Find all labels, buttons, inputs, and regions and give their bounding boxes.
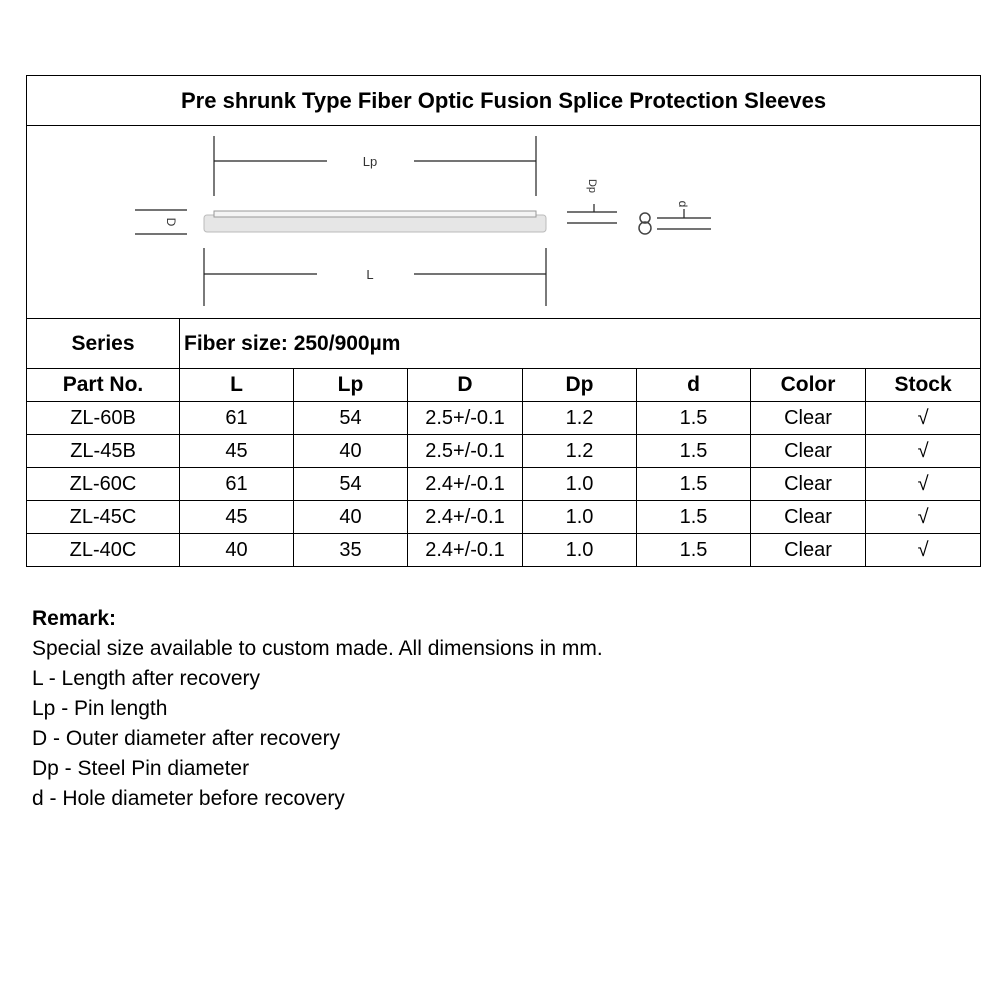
column-header: Lp: [294, 369, 408, 402]
spec-table: [26, 75, 981, 567]
table-row: [27, 435, 981, 468]
column-header: Part No.: [27, 369, 180, 402]
d-outer-label: D: [164, 217, 178, 227]
spec-sheet: [26, 75, 980, 567]
l-cell: 45: [180, 501, 294, 534]
cross-section-icon: [639, 213, 651, 234]
column-header-row: [27, 369, 981, 402]
lp-label: Lp: [362, 154, 378, 169]
remark-line: Lp - Pin length: [32, 697, 168, 720]
dp-label: Dp: [586, 178, 598, 194]
part-no-cell: ZL-40C: [27, 534, 180, 567]
fiber-size: Fiber size: 250/900µm: [180, 319, 981, 369]
sleeve-body: [204, 215, 546, 232]
d-cell: 2.4+/-0.1: [408, 534, 523, 567]
column-header: L: [180, 369, 294, 402]
dp-cell: 1.0: [523, 501, 637, 534]
part-no-cell: ZL-60B: [27, 402, 180, 435]
hole-d-cell: 1.5: [637, 402, 751, 435]
d-cell: 2.4+/-0.1: [408, 468, 523, 501]
table-row: [27, 402, 981, 435]
series-label: Series: [27, 319, 180, 369]
lp-cell: 40: [294, 501, 408, 534]
part-no-cell: ZL-60C: [27, 468, 180, 501]
dp-cell: 1.0: [523, 468, 637, 501]
table-row: [27, 468, 981, 501]
part-no-cell: ZL-45C: [27, 501, 180, 534]
color-cell: Clear: [751, 468, 866, 501]
lp-cell: 54: [294, 468, 408, 501]
hole-d-cell: 1.5: [637, 534, 751, 567]
color-cell: Clear: [751, 534, 866, 567]
d-cell: 2.4+/-0.1: [408, 501, 523, 534]
hole-d-cell: 1.5: [637, 468, 751, 501]
d-cell: 2.5+/-0.1: [408, 402, 523, 435]
dp-cell: 1.2: [523, 435, 637, 468]
l-cell: 61: [180, 402, 294, 435]
remarks-section: [32, 604, 603, 814]
l-cell: 61: [180, 468, 294, 501]
column-header: D: [408, 369, 523, 402]
dimension-diagram-cell: [27, 126, 981, 319]
column-header: Dp: [523, 369, 637, 402]
d-hole-label: d: [676, 200, 690, 208]
column-header: d: [637, 369, 751, 402]
lp-cell: 40: [294, 435, 408, 468]
color-cell: Clear: [751, 402, 866, 435]
hole-d-cell: 1.5: [637, 501, 751, 534]
column-header: Color: [751, 369, 866, 402]
table-title: Pre shrunk Type Fiber Optic Fusion Splice Protection Sleeves: [27, 76, 981, 126]
stock-cell: √: [866, 402, 981, 435]
stock-cell: √: [866, 534, 981, 567]
table-row: [27, 534, 981, 567]
color-cell: Clear: [751, 435, 866, 468]
color-cell: Clear: [751, 501, 866, 534]
stock-cell: √: [866, 468, 981, 501]
remark-line: D - Outer diameter after recovery: [32, 727, 341, 750]
steel-pin: [214, 211, 536, 217]
l-cell: 45: [180, 435, 294, 468]
remarks-title: Remark:: [32, 607, 117, 630]
l-cell: 40: [180, 534, 294, 567]
part-no-cell: ZL-45B: [27, 435, 180, 468]
remark-line: Special size available to custom made. All dimensions in mm.: [32, 637, 603, 660]
stock-cell: √: [866, 501, 981, 534]
dp-cell: 1.0: [523, 534, 637, 567]
hole-d-cell: 1.5: [637, 435, 751, 468]
lp-cell: 54: [294, 402, 408, 435]
remark-line: d - Hole diameter before recovery: [32, 787, 345, 810]
l-label: L: [366, 267, 374, 282]
d-cell: 2.5+/-0.1: [408, 435, 523, 468]
stock-cell: √: [866, 435, 981, 468]
column-header: Stock: [866, 369, 981, 402]
sleeve-dimension-diagram: [27, 126, 979, 318]
dp-cell: 1.2: [523, 402, 637, 435]
lp-cell: 35: [294, 534, 408, 567]
table-row: [27, 501, 981, 534]
remark-line: L - Length after recovery: [32, 667, 261, 690]
remark-line: Dp - Steel Pin diameter: [32, 757, 250, 780]
